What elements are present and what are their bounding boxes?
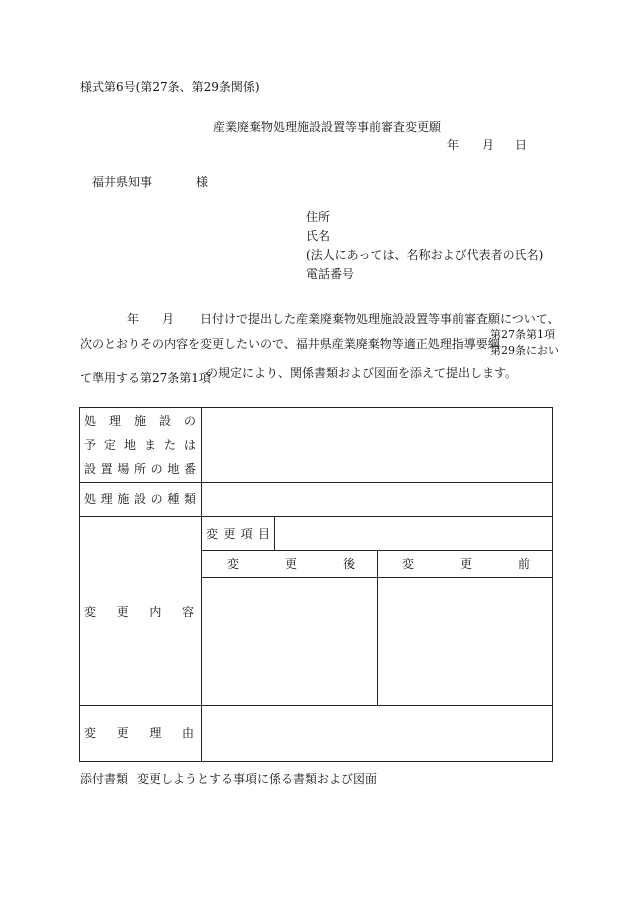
body-year-label: 年 <box>127 312 140 326</box>
applicant-phone-label: 電話番号 <box>306 267 355 281</box>
document-title: 産業廃棄物処理施設設置等事前審査変更願 <box>213 120 442 134</box>
before-label: 変更前 <box>402 557 530 571</box>
applicant-corp-note: (法人にあっては、名称および代表者の氏名) <box>306 248 544 262</box>
facility-type-label: 処理施設の種類 <box>84 492 196 506</box>
reason-input-cell[interactable] <box>202 706 552 761</box>
applicant-name-label: 氏名 <box>306 229 331 243</box>
location-label-line-3: 設置場所の地番 <box>84 462 196 476</box>
reason-label: 変更理由 <box>84 726 194 740</box>
addressee-honorific: 様 <box>196 175 209 189</box>
attachment-label: 添付書類 <box>80 772 129 786</box>
after-label: 変更後 <box>227 557 355 571</box>
attachment-text: 変更しようとする事項に係る書類および図面 <box>137 772 378 786</box>
body-line-2: 次のとおりその内容を変更したいので、福井県産業廃棄物等適正処理指導要綱 <box>80 337 500 351</box>
location-input-cell[interactable] <box>202 408 552 482</box>
location-label-line-1: 処理施設の <box>84 414 196 428</box>
change-item-label: 変更項目 <box>206 527 270 541</box>
before-input-cell[interactable] <box>378 578 552 705</box>
change-item-input-cell[interactable] <box>275 517 552 550</box>
date-day-label: 日 <box>515 138 528 152</box>
body-line-3a: て準用する第27条第1項 <box>80 371 211 385</box>
body-line-3b: の規定により、関係書類および図面を添えて提出します。 <box>206 366 518 380</box>
addressee-name: 福井県知事 <box>92 175 153 189</box>
body-ref-lower: 第29条におい <box>490 344 559 357</box>
after-input-cell[interactable] <box>202 578 377 705</box>
body-month-label: 月 <box>162 312 175 326</box>
body-line-1: 日付けで提出した産業廃棄物処理施設設置等事前審査願について、 <box>200 312 560 326</box>
applicant-address-label: 住所 <box>306 210 331 224</box>
date-year-label: 年 <box>447 138 460 152</box>
location-label <box>84 414 196 482</box>
facility-type-input-cell[interactable] <box>202 483 552 516</box>
form-number: 様式第6号(第27条、第29条関係) <box>80 80 260 94</box>
location-label-line-2: 予定地または <box>84 438 196 452</box>
change-content-label: 変更内容 <box>84 605 194 619</box>
date-month-label: 月 <box>482 138 495 152</box>
body-ref-upper: 第27条第1項 <box>490 328 555 341</box>
